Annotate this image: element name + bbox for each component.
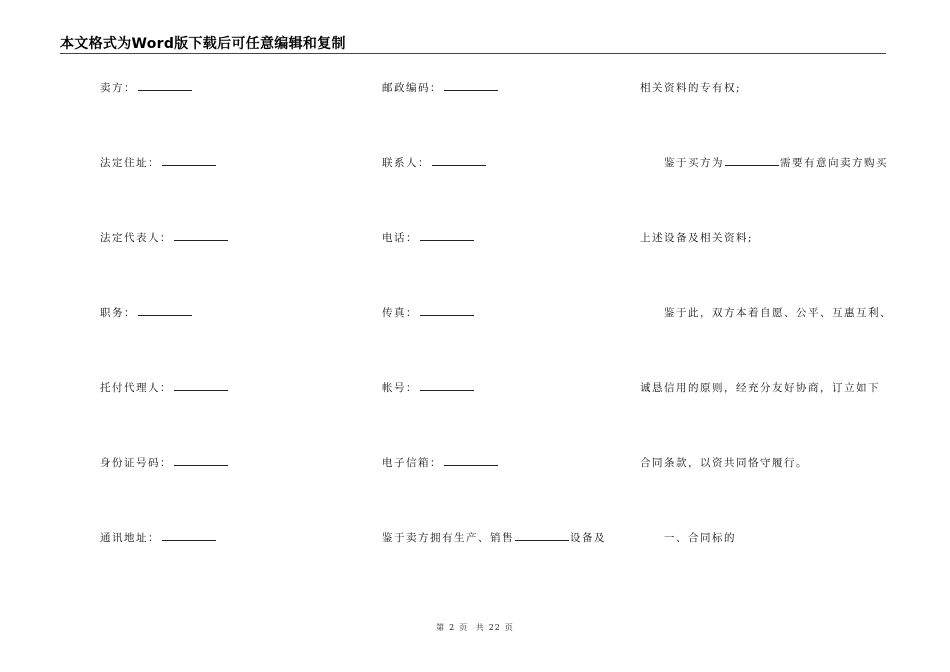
field-label: 邮政编码：: [382, 82, 442, 94]
field-label: 卖方：: [100, 82, 136, 94]
fill-blank: [138, 81, 192, 91]
fill-blank: [174, 381, 228, 391]
seller-field: [100, 80, 192, 95]
field-label: 电话：: [382, 232, 418, 244]
clause-text: 鉴于买方为: [664, 157, 724, 169]
contact-person-field: [382, 155, 486, 170]
field-label: 托付代理人：: [100, 382, 172, 394]
legal-representative-field: [100, 230, 228, 245]
clause-text: 需要有意向卖方购买: [780, 157, 888, 169]
fill-blank: [138, 306, 192, 316]
clause-line: 鉴于此，双方本着自愿、公平、互惠互利、: [664, 307, 892, 319]
fax-field: [382, 305, 474, 320]
id-number-field: [100, 455, 228, 470]
footer-text: 第: [436, 623, 446, 632]
field-label: 身份证号码：: [100, 457, 172, 469]
clause-text: 设备及: [570, 532, 606, 544]
email-field: [382, 455, 498, 470]
footer-text: 共: [475, 623, 485, 632]
field-label: 电子信箱：: [382, 457, 442, 469]
whereas-buyer-clause: [664, 155, 888, 170]
agent-field: [100, 380, 228, 395]
section-heading: 一、合同标的: [664, 532, 736, 544]
clause-line: 诚恳信用的原则，经充分友好协商，订立如下: [640, 382, 880, 394]
field-label: 职务：: [100, 307, 136, 319]
field-label: 法定住址：: [100, 157, 160, 169]
total-pages-number: 22: [488, 623, 501, 632]
fill-blank: [162, 531, 216, 541]
phone-field: [382, 230, 474, 245]
page-footer: [0, 622, 950, 633]
postal-code-field: [382, 80, 498, 95]
fill-blank: [444, 81, 498, 91]
field-label: 通讯地址：: [100, 532, 160, 544]
fill-blank: [174, 231, 228, 241]
clause-text: 鉴于卖方拥有生产、销售: [382, 532, 514, 544]
mailing-address-field: [100, 530, 216, 545]
field-label: 帐号：: [382, 382, 418, 394]
fill-blank: [444, 456, 498, 466]
clause-line: 上述设备及相关资料;: [640, 232, 754, 244]
field-label: 联系人：: [382, 157, 430, 169]
page-header: [60, 33, 886, 54]
clause-line: 相关资料的专有权;: [640, 82, 742, 94]
fill-blank: [432, 156, 486, 166]
footer-text: 页: [459, 623, 469, 632]
field-label: 传真：: [382, 307, 418, 319]
field-label: 法定代表人：: [100, 232, 172, 244]
header-title: 本文格式为Word版下载后可任意编辑和复制: [60, 36, 346, 52]
fill-blank: [162, 156, 216, 166]
current-page-number: 2: [449, 623, 456, 632]
fill-blank: [725, 156, 779, 166]
fill-blank: [174, 456, 228, 466]
clause-line: 合同条款，以资共同恪守履行。: [640, 457, 808, 469]
fill-blank: [420, 231, 474, 241]
fill-blank: [420, 381, 474, 391]
fill-blank: [515, 531, 569, 541]
legal-address-field: [100, 155, 216, 170]
fill-blank: [420, 306, 474, 316]
account-field: [382, 380, 474, 395]
whereas-seller-clause: [382, 530, 606, 545]
position-field: [100, 305, 192, 320]
footer-text: 页: [504, 623, 514, 632]
